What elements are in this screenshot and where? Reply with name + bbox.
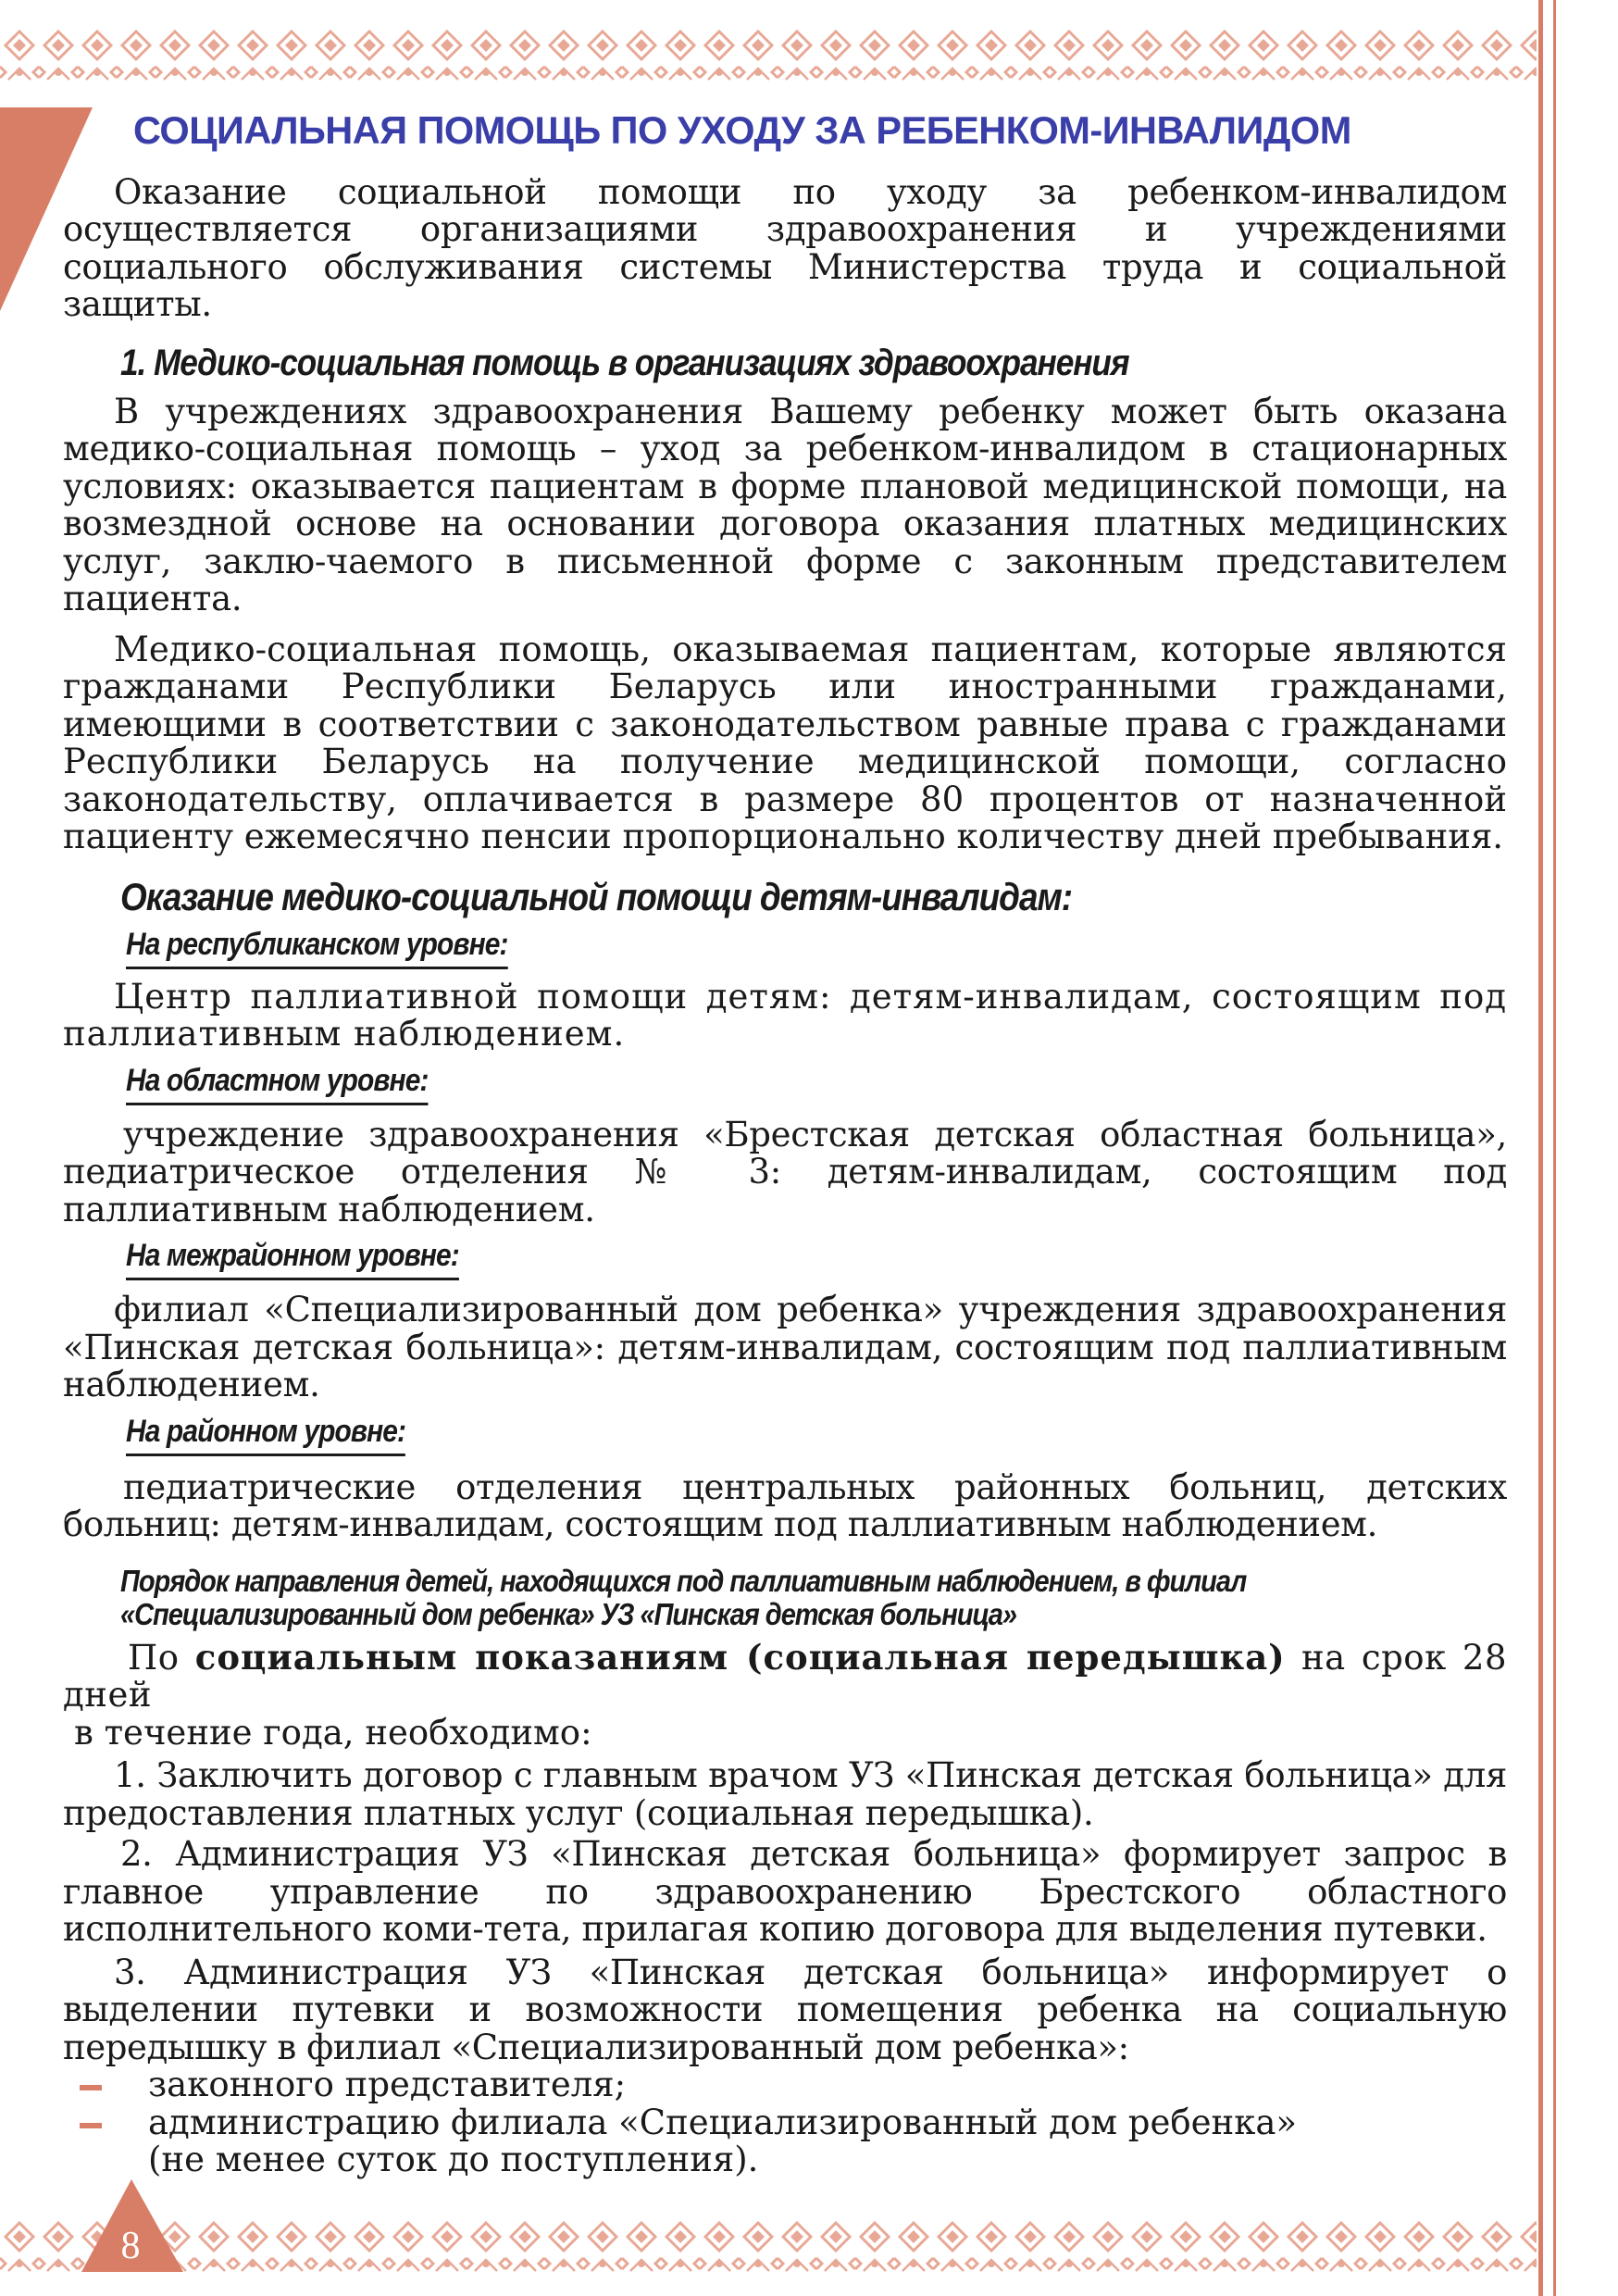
order-heading-line-1: Порядок направления детей, находящихся под паллиативным наблюдением, в филиал [120, 1563, 1247, 1598]
level-text-interdistrict: филиал «Специализированный дом ребенка» учреждения здравоохранения «Пинская детская больница»: детям-инвалидам, состоящим под паллиативным наблюдением. [63, 1290, 1507, 1405]
order-lead-paragraph [63, 1636, 1508, 1716]
dash-bullet-icon [80, 2123, 102, 2128]
order-heading-line-2: «Специализированный дом ребенка» УЗ «Пинская детская больница» [120, 1596, 1016, 1631]
page-title: СОЦИАЛЬНАЯ ПОМОЩЬ ПО УХОДУ ЗА РЕБЕНКОМ-ИНВАЛИДОМ [133, 108, 1351, 152]
page-number: 8 [120, 2225, 141, 2267]
dash-bullet-icon [80, 2085, 102, 2090]
level-text-republican: Центр паллиативной помощи детям: детям-инвалидам, состоящим под паллиативным наблюдением. [63, 976, 1507, 1054]
level-text-regional: учреждение здравоохранения «Брестская детская областная больница», педиатрическое отделения № 3: детям-инвалидам, состоящим под паллиативным наблюдением. [63, 1114, 1507, 1229]
order-lead-pre: По [128, 1637, 180, 1678]
page-content [63, 104, 1507, 2179]
order-step-3: 3. Администрация УЗ «Пинская детская больница» информирует о выделении путевки и возможности помещения ребенка на социальную передышку в филиал «Специализированный дом ребенка»: [63, 1952, 1507, 2067]
right-border-line-thin [1553, 0, 1556, 2296]
order-recipient-list [80, 2066, 1507, 2179]
order-lead-bold: социальным показаниям (социальная передышка) [194, 1636, 1286, 1678]
level-heading-interdistrict: На межрайонном уровне: [126, 1238, 459, 1280]
list-item-text: законного представителя; [148, 2065, 627, 2105]
order-step-1: 1. Заключить договор с главным врачом УЗ «Пинская детская больница» для предоставления платных услуг (социальная передышка). [63, 1755, 1507, 1833]
page-number-badge [81, 2179, 193, 2272]
list-item-text: администрацию филиала «Специализированный дом ребенка» (не менее суток до поступления). [148, 2102, 1298, 2180]
level-heading-regional: На областном уровне: [126, 1063, 429, 1105]
medical-social-paragraph-1: В учреждениях здравоохранения Вашему ребенку может быть оказана медико-социальная помощь – уход за ребенком-инвалидом в стационарных условиях: оказывается пациентам в форме плановой медицинской помощи, на возмездной основе на основании договора оказания платных медицинских услуг, заклю-чаемого в письменной форме с законным представителем пациента. [63, 391, 1507, 619]
section-heading-provision: Оказание медико-социальной помощи детям-инвалидам: [120, 874, 1073, 918]
bottom-ornament-band [0, 2217, 1537, 2278]
level-heading-district: На районном уровне: [126, 1414, 405, 1456]
order-lead-line-2: в течение года, необходимо: [74, 1712, 592, 1753]
order-step-2: 2. Администрация УЗ «Пинская детская больница» формирует запрос в главное управление по здравоохранению Брестского областного исполнительного коми-тета, прилагая копию договора для выделения путевки. [63, 1834, 1507, 1950]
list-item [80, 2066, 1507, 2104]
order-lead-post: на срок 28 дней [63, 1637, 1508, 1716]
right-border-line [1538, 0, 1543, 2296]
list-item [80, 2104, 1301, 2179]
level-heading-republican: На республиканском уровне: [126, 927, 508, 969]
top-ornament-band [0, 26, 1537, 87]
medical-social-paragraph-2: Медико-социальная помощь, оказываемая пациентам, которые являются гражданами Республики Беларусь или иностранными гражданами, имеющими в соответствии с законодательством равные права с гражданами Республики Беларусь на получение медицинской помощи, согласно законодательству, оплачивается в размере 80 процентов от назначенной пациенту ежемесячно пенсии пропорционально количеству дней пребывания. [63, 629, 1507, 857]
intro-paragraph: Оказание социальной помощи по уходу за ребенком-инвалидом осуществляется организациями здравоохранения и учреждениями социального обслуживания системы Министерства труда и социальной защиты. [63, 171, 1507, 325]
level-text-district: педиатрические отделения центральных районных больниц, детских больниц: детям-инвалидам, состоящим под паллиативным наблюдением. [63, 1466, 1507, 1545]
section-heading-medical-social: 1. Медико-социальная помощь в организациях здравоохранения [120, 342, 1129, 383]
